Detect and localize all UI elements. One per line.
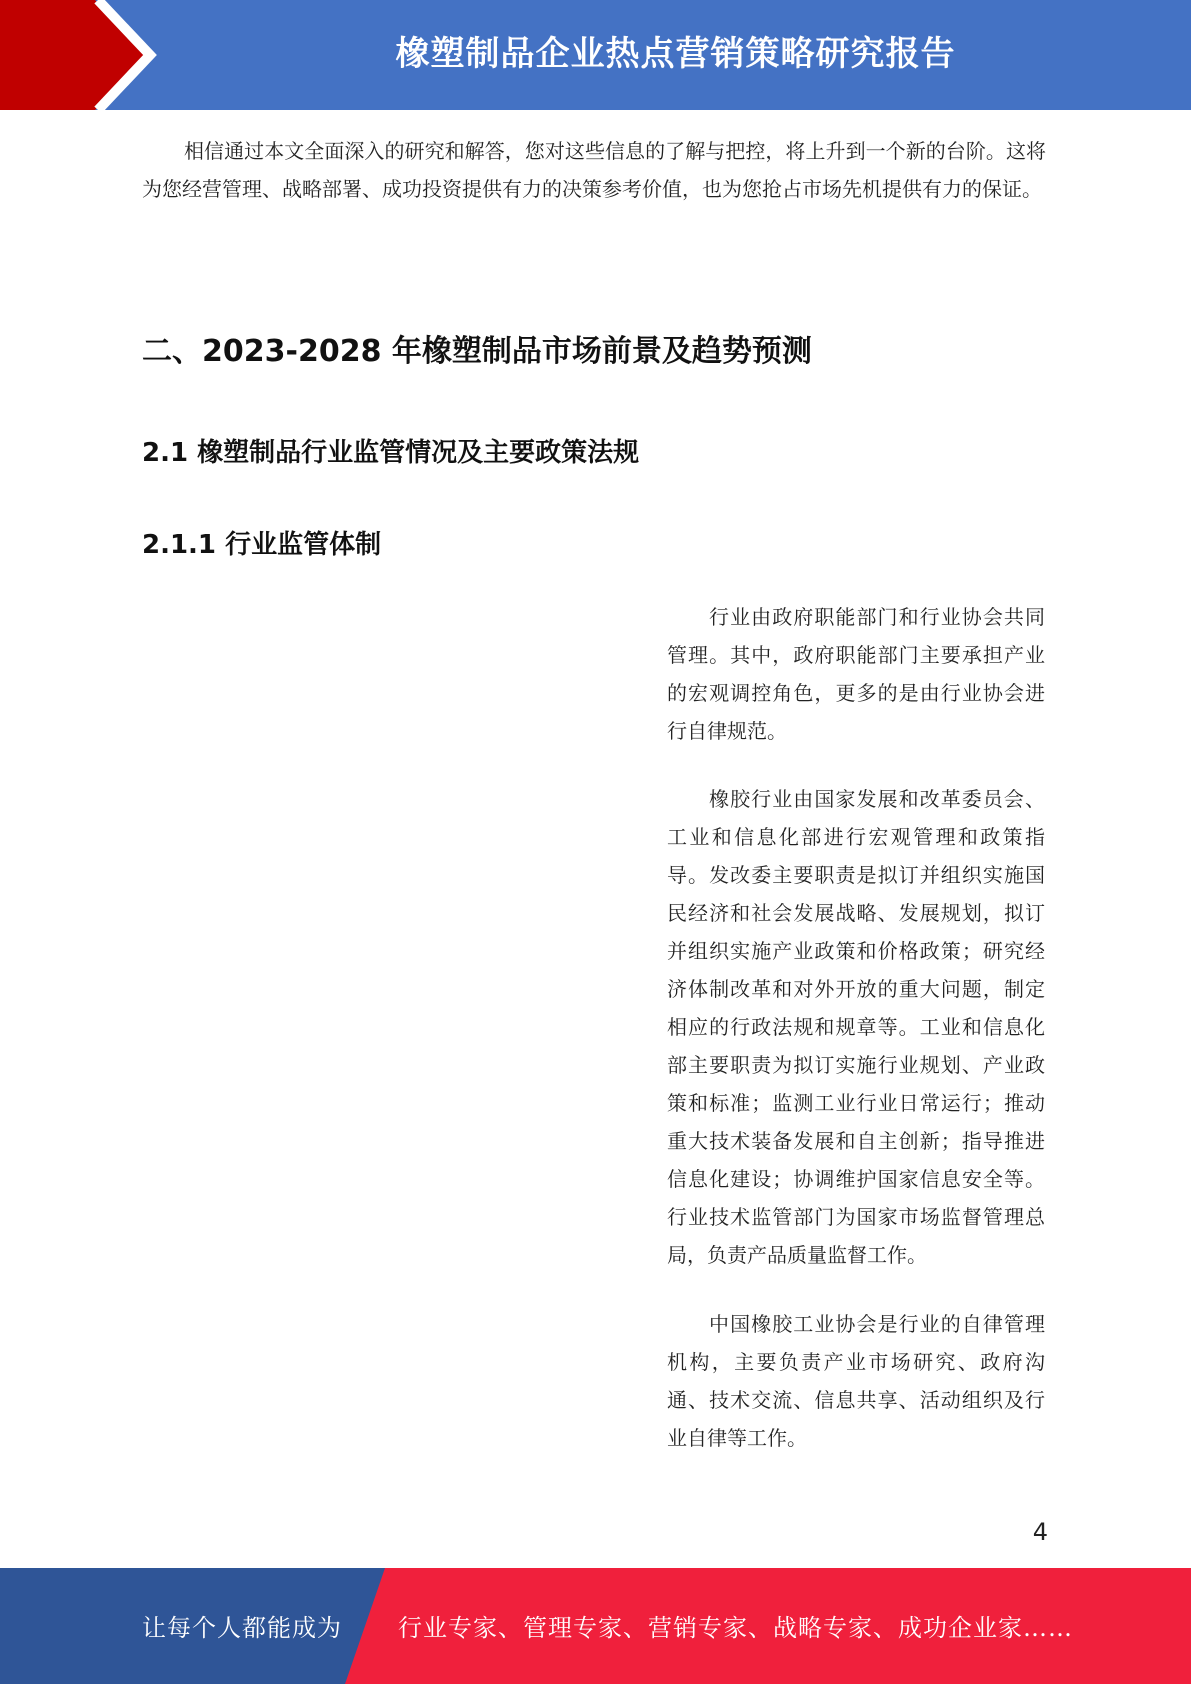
body-paragraph-3: 中国橡胶工业协会是行业的自律管理机构，主要负责产业市场研究、政府沟通、技术交流、信息共享、活动组织及行业自律等工作。 (667, 1312, 1045, 1450)
footer-slogan-right: 行业专家、管理专家、营销专家、战略专家、成功企业家…… (398, 1614, 1073, 1642)
section-heading: 二、2023-2028 年橡塑制品市场前景及趋势预测 (142, 334, 812, 369)
body-paragraph-1: 行业由政府职能部门和行业协会共同管理。其中，政府职能部门主要承担产业的宏观调控角色，更多的是由行业协会进行自律规范。 (667, 605, 1045, 743)
subsubsection-heading: 2.1.1 行业监管体制 (142, 530, 382, 560)
intro-paragraph: 相信通过本文全面深入的研究和解答，您对这些信息的了解与把控，将上升到一个新的台阶。这将为您经营管理、战略部署、成功投资提供有力的决策参考价值，也为您抢占市场先机提供有力的保证。 (142, 139, 1046, 201)
report-title: 橡塑制品企业热点营销策略研究报告 (395, 34, 956, 74)
footer-slogan-left: 让每个人都能成为 (142, 1614, 342, 1642)
page-header (0, 0, 1191, 110)
body-paragraph-2: 橡胶行业由国家发展和改革委员会、工业和信息化部进行宏观管理和政策指导。发改委主要职责是拟订并组织实施国民经济和社会发展战略、发展规划，拟订并组织实施产业政策和价格政策；研究经济体制改革和对外开放的重大问题，制定相应的行政法规和规章等。工业和信息化部主要职责为拟订实施行业规划、产业政策和标准；监测工业行业日常运行；推动重大技术装备发展和自主创新；指导推进信息化建设；协调维护国家信息安全等。行业技术监管部门为国家市场监督管理总局，负责产品质量监督工作。 (667, 787, 1045, 1267)
page-footer (0, 1568, 1191, 1684)
subsection-heading: 2.1 橡塑制品行业监管情况及主要政策法规 (142, 438, 640, 468)
page-number: 4 (1032, 1518, 1048, 1546)
